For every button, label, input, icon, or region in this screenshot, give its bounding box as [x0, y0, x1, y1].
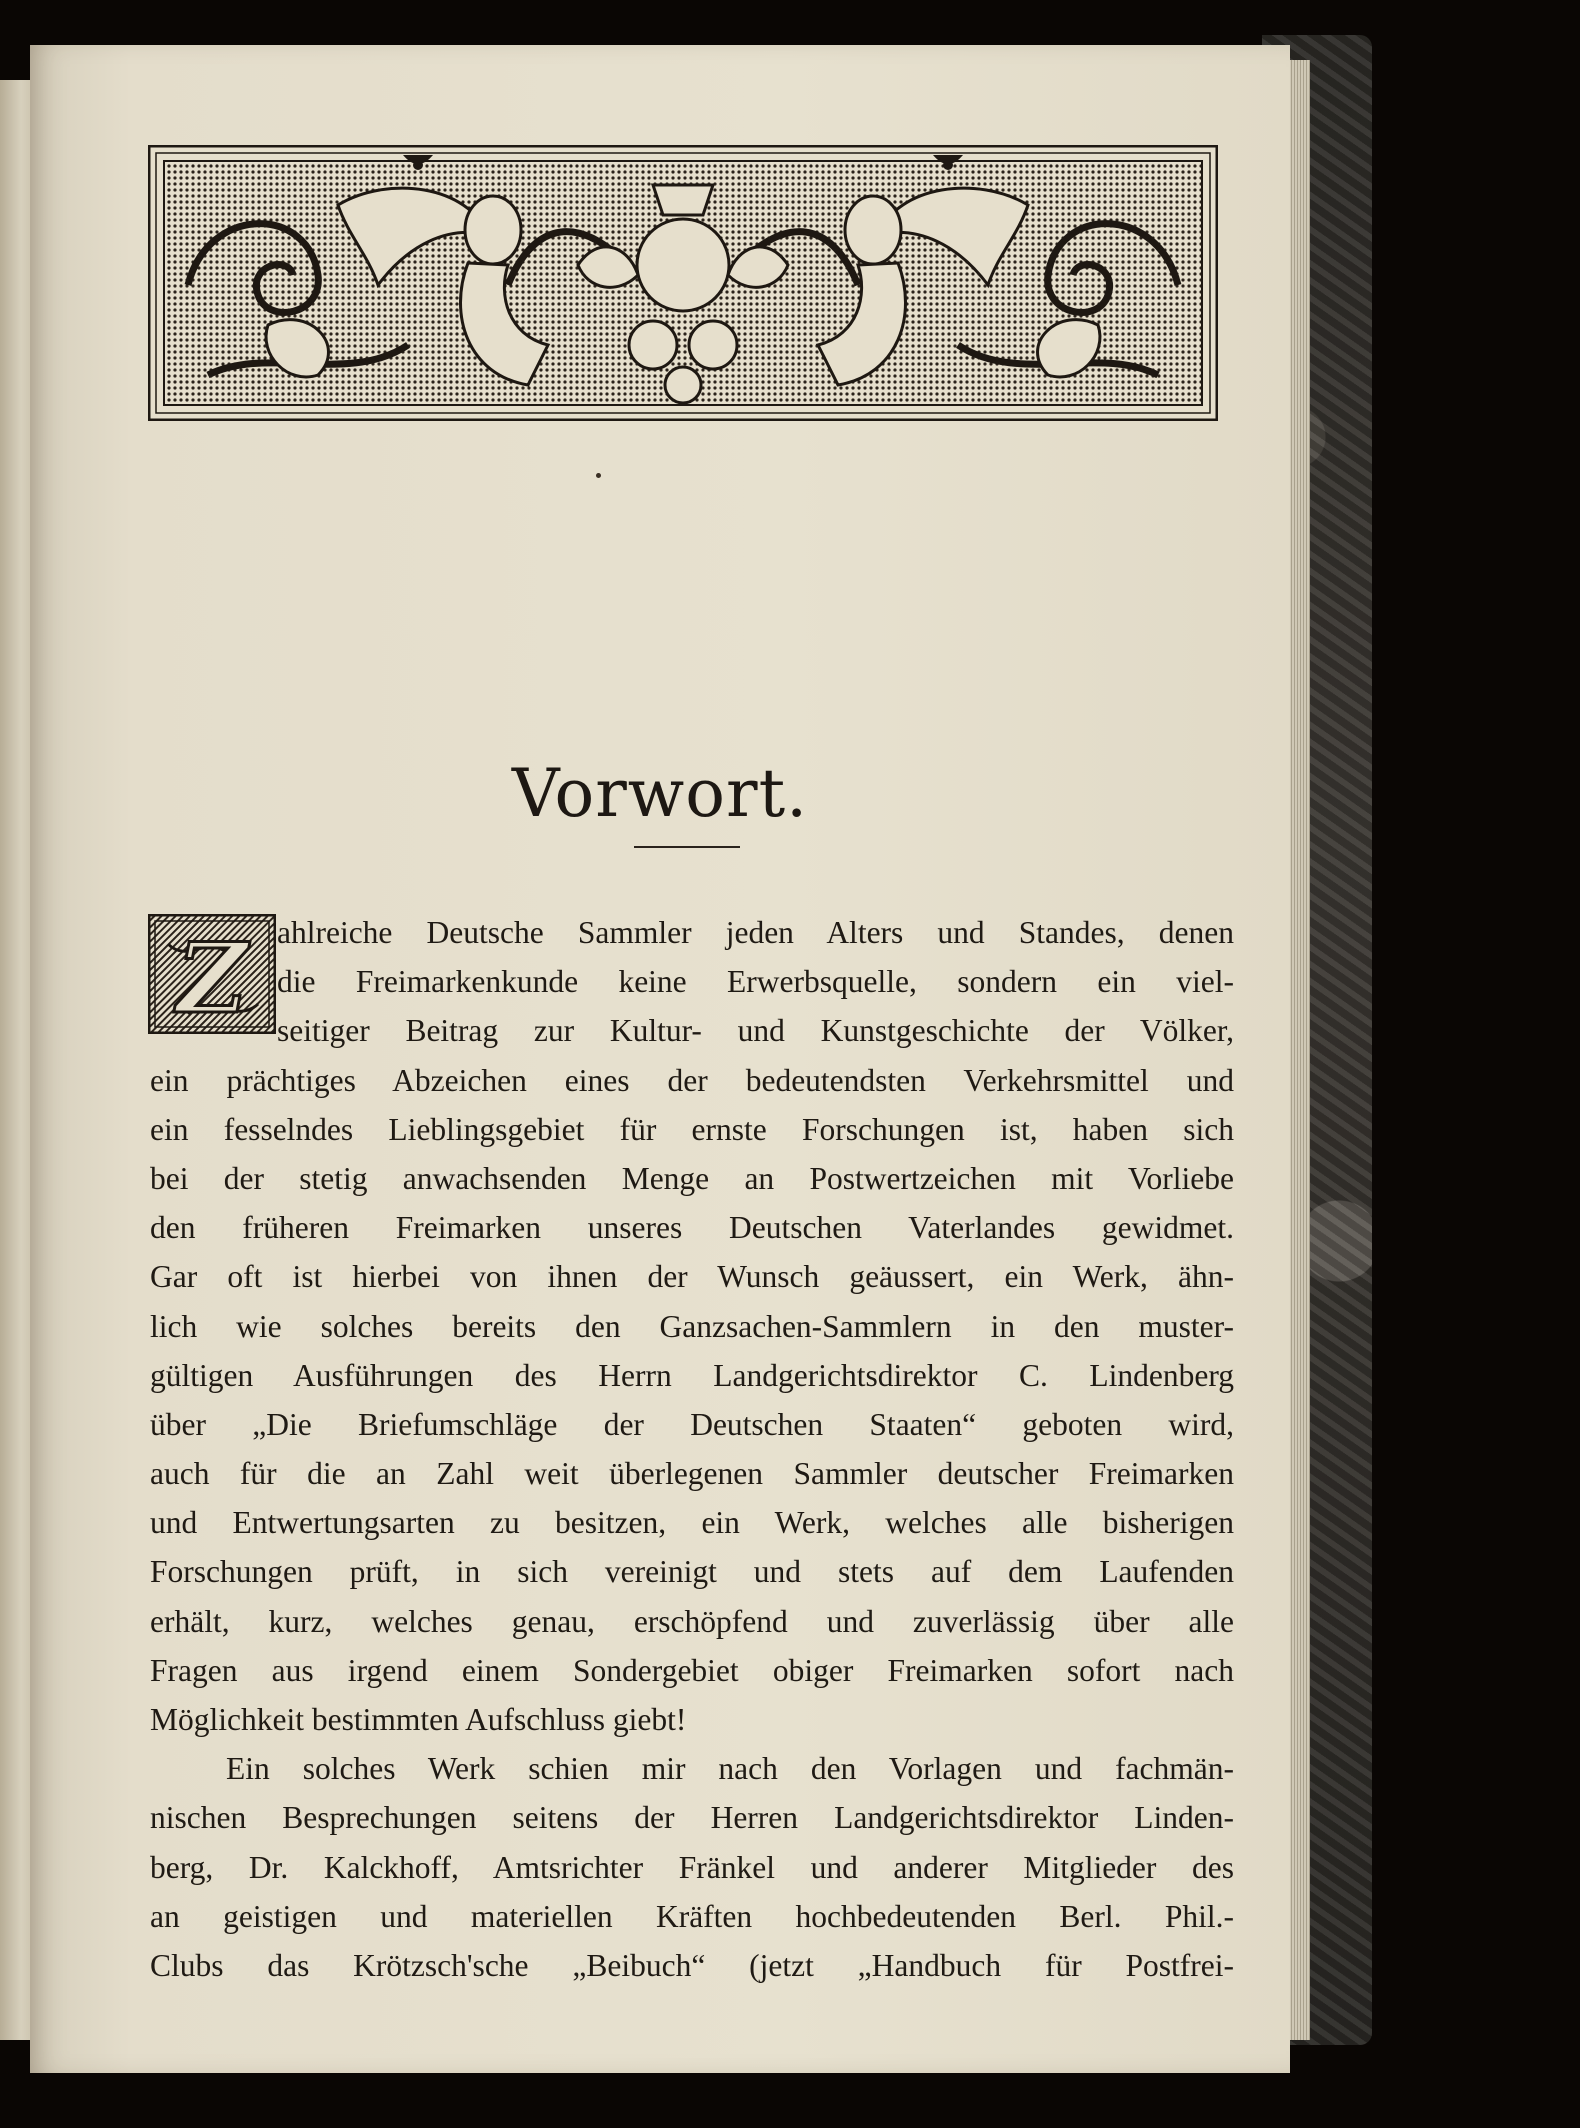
header-ornament-graphic	[148, 145, 1218, 421]
text-line: Clubs das Krötzsch'sche „Beibuch“ (jetzt „Handbuch für Postfrei-	[150, 1947, 1234, 1983]
dropcap-letter: Z	[176, 922, 248, 1034]
text-line: Forschungen prüft, in sich vereinigt und stets auf dem Laufenden	[150, 1554, 1234, 1590]
paper-speck	[596, 473, 601, 478]
text-line: ein prächtiges Abzeichen eines der bedeutendsten Verkehrsmittel und	[150, 1062, 1234, 1098]
text-line: und Entwertungsarten zu besitzen, ein Werk, welches alle bisherigen	[150, 1505, 1234, 1541]
text-line: über „Die Briefumschläge der Deutschen Staaten“ geboten wird,	[150, 1406, 1234, 1442]
text-line: Fragen aus irgend einem Sondergebiet obiger Freimarken sofort nach	[150, 1652, 1234, 1688]
text-line: lich wie solches bereits den Ganzsachen-Sammlern in den muster-	[150, 1308, 1234, 1344]
facing-page-edge	[0, 80, 30, 2040]
text-line: die Freimarkenkunde keine Erwerbsquelle, sondern ein viel-	[277, 964, 1234, 1000]
header-ornament	[148, 145, 1218, 421]
page-title: Vorwort.	[511, 755, 809, 832]
body-text	[150, 908, 1234, 1990]
text-line: bei der stetig anwachsenden Menge an Postwertzeichen mit Vorliebe	[150, 1160, 1234, 1196]
title-divider	[634, 846, 740, 848]
text-line: gültigen Ausführungen des Herrn Landgerichtsdirektor C. Lindenberg	[150, 1357, 1234, 1393]
text-line: den früheren Freimarken unseres Deutschen Vaterlandes gewidmet.	[150, 1210, 1234, 1246]
text-line: berg, Dr. Kalckhoff, Amtsrichter Fränkel und anderer Mitglieder des	[150, 1849, 1234, 1885]
text-line: Ein solches Werk schien mir nach den Vorlagen und fachmän-	[226, 1751, 1234, 1787]
text-line: Gar oft ist hierbei von ihnen der Wunsch geäussert, ein Werk, ähn-	[150, 1259, 1234, 1295]
text-line: nischen Besprechungen seitens der Herren Landgerichtsdirektor Linden-	[150, 1800, 1234, 1836]
text-line: an geistigen und materiellen Kräften hochbedeutenden Berl. Phil.-	[150, 1898, 1234, 1934]
text-line: auch für die an Zahl weit überlegenen Sammler deutscher Freimarken	[150, 1456, 1234, 1492]
text-line: erhält, kurz, welches genau, erschöpfend und zuverlässig über alle	[150, 1603, 1234, 1639]
text-line: seitiger Beitrag zur Kultur- und Kunstgeschichte der Völker,	[277, 1013, 1234, 1049]
text-line: ein fesselndes Lieblingsgebiet für ernste Forschungen ist, haben sich	[150, 1111, 1234, 1147]
text-line: ahlreiche Deutsche Sammler jeden Alters und Standes, denen	[277, 915, 1234, 950]
book-page	[30, 45, 1290, 2073]
text-line: Möglichkeit bestimmten Aufschluss giebt!	[150, 1702, 687, 1737]
